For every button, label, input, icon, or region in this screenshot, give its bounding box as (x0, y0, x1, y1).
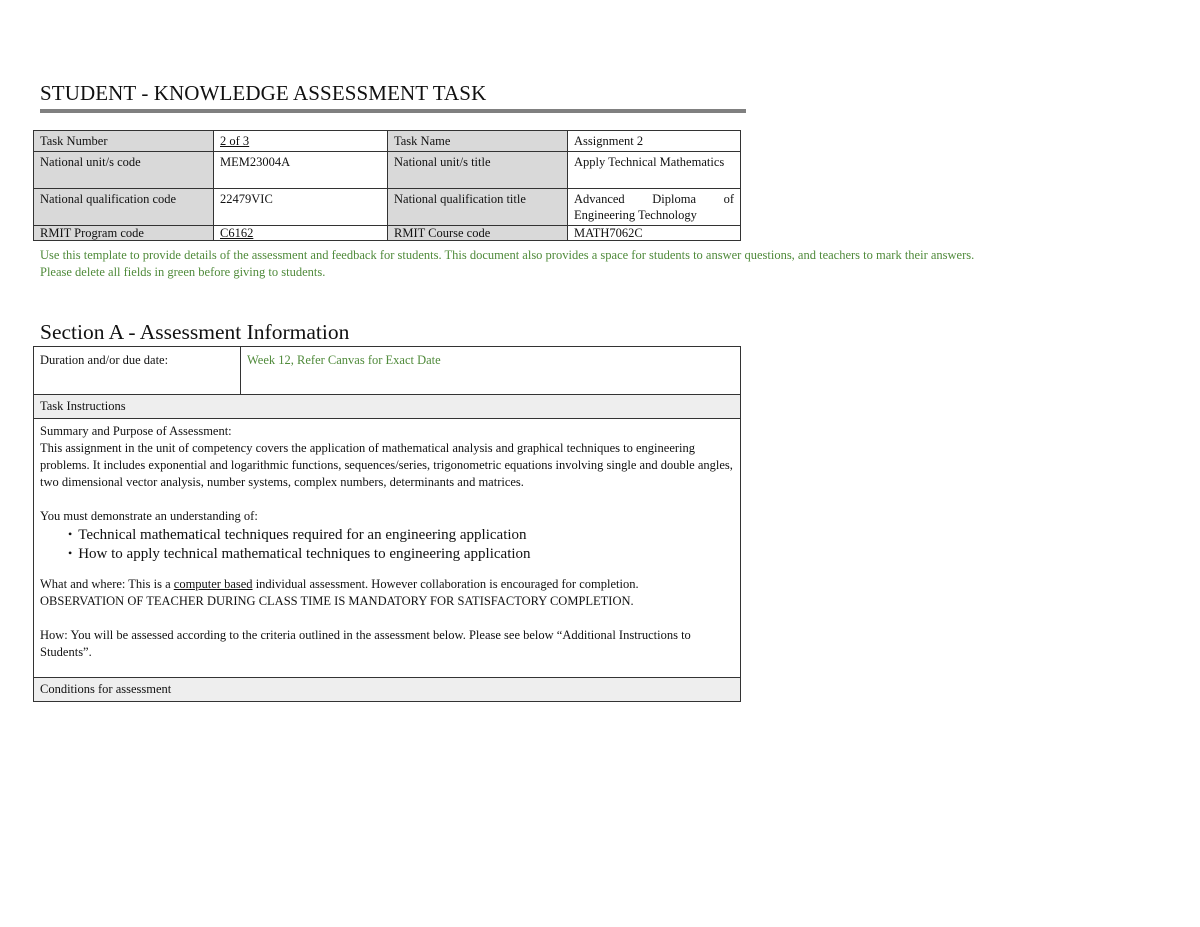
conditions-label: Conditions for assessment (34, 678, 741, 702)
observation-text: OBSERVATION OF TEACHER DURING CLASS TIME IS MANDATORY FOR SATISFACTORY COMPLETION. (40, 594, 634, 608)
summary-heading: Summary and Purpose of Assessment: (40, 424, 232, 438)
list-item: • Technical mathematical techniques required for an engineering application (68, 525, 734, 544)
unit-code-value: MEM23004A (214, 152, 388, 189)
summary-text: This assignment in the unit of competency covers the application of mathematical analysis and graphical techniques to engineering problems. It includes exponential and logarithmic functions, sequences/series, trigonometric equations involving single and double angles, two dimensional vector analysis, number systems, complex numbers, determinants and matrices. (40, 441, 733, 489)
duration-label: Duration and/or due date: (34, 347, 241, 395)
task-number-label: Task Number (34, 131, 214, 152)
section-a-heading: Section A - Assessment Information (40, 320, 350, 344)
program-code-value: C6162 (214, 226, 388, 241)
table-row (34, 419, 741, 678)
task-instructions-label: Task Instructions (34, 395, 741, 419)
course-code-label: RMIT Course code (388, 226, 568, 241)
understanding-list (40, 525, 734, 563)
task-name-value: Assignment 2 (568, 131, 741, 152)
document-title: STUDENT - KNOWLEDGE ASSESSMENT TASK (40, 80, 746, 113)
qualification-title-label: National qualification title (388, 189, 568, 226)
qualification-code-label: National qualification code (34, 189, 214, 226)
list-item: • How to apply technical mathematical techniques to engineering application (68, 544, 734, 563)
duration-value: Week 12, Refer Canvas for Exact Date (241, 347, 741, 395)
table-row (34, 226, 741, 241)
task-number-value: 2 of 3 (214, 131, 388, 152)
assessment-info-table (33, 346, 741, 702)
unit-title-label: National unit/s title (388, 152, 568, 189)
program-code-label: RMIT Program code (34, 226, 214, 241)
table-row (34, 152, 741, 189)
qualification-code-value: 22479VIC (214, 189, 388, 226)
template-note-line-1: Use this template to provide details of the assessment and feedback for students. This document also provides a space for students to answer questions, and teachers to mark their answers. (40, 248, 975, 262)
understanding-intro: You must demonstrate an understanding of: (40, 509, 258, 523)
table-row (34, 347, 741, 395)
how-text: How: You will be assessed according to the criteria outlined in the assessment below. Please see below “Additional Instructions to Students”. (40, 628, 691, 659)
template-note-line-2: Please delete all fields in green before giving to students. (40, 265, 326, 279)
course-code-value: MATH7062C (568, 226, 741, 241)
template-note (40, 247, 1160, 281)
unit-title-value: Apply Technical Mathematics (568, 152, 741, 189)
unit-code-label: National unit/s code (34, 152, 214, 189)
task-instructions-body (34, 419, 741, 678)
table-row (34, 189, 741, 226)
table-row (34, 131, 741, 152)
what-where-text: What and where: This is a computer based individual assessment. However collaboration is encouraged for completion. (40, 577, 639, 591)
qualification-title-value: Advanced Diploma of Engineering Technology (568, 189, 741, 226)
task-name-label: Task Name (388, 131, 568, 152)
table-row (34, 678, 741, 702)
task-info-table (33, 130, 741, 241)
table-row (34, 395, 741, 419)
